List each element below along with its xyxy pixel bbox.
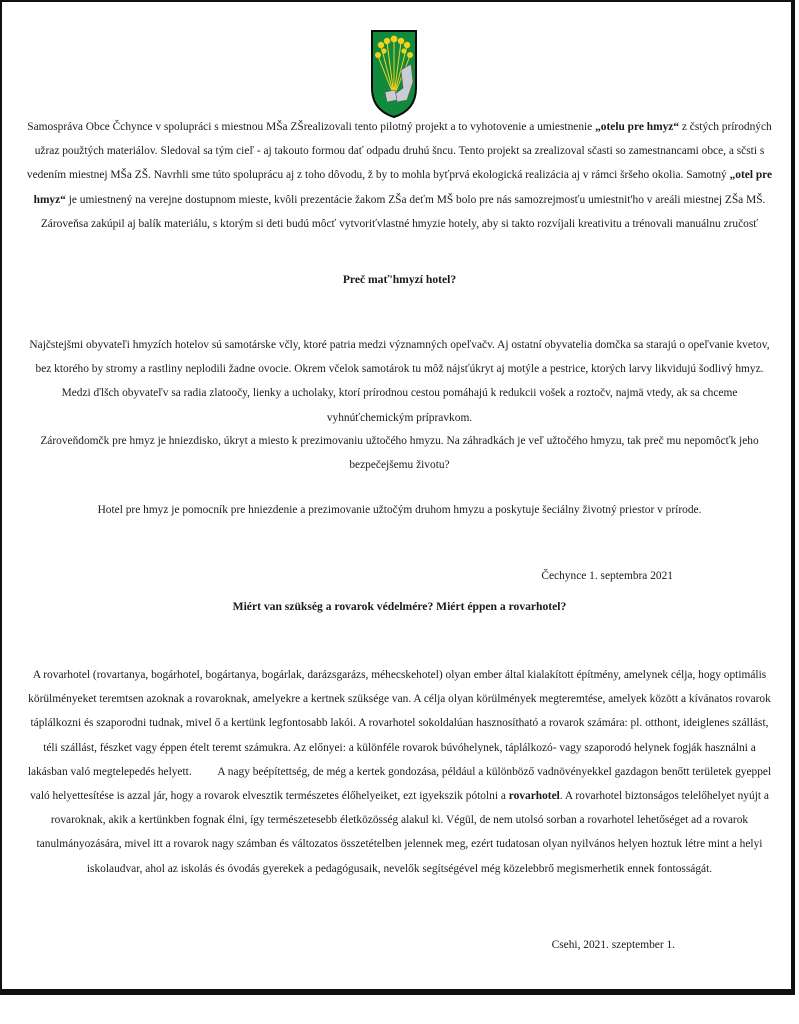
slovak-intro-paragraph [22,115,777,236]
slovak-intro-bold-2: „otel pre hmyz“ [33,169,773,206]
hungarian-bold-rovarhotel: rovarhotel [508,790,560,803]
hungarian-paragraph-part-1: A rovarhotel (rovartanya, bogárhotel, bogártanya, bogárlak, darázsgarázs, méhecskehotel) olyan ember által kialakított építmény, amelynek célja, hogy optimális körülményeket teremtsen azoknak a rovaroknak, amelyekre a kertnek szüksége van. A célja olyan körülmények megteremtése, amelyek között a kívánatos rovarok táplálkozni és szaporodni tudnak, mivel ő a kertünk legfontosabb lakói. A rovarhotel sokoldalúan hasznosítható a rovarok számára: pl. otthont, ideiglenes szállást, téli szállást, fészket vagy éppen ételt teremt számukra. Az előnyei: a különféle rovarok búvóhelynek, táplálkozó- vagy szaporodó helynek fogják használni a lakásban való megtelepedés helyett. [27,669,771,778]
slovak-paragraph-2: Najčstejšmi obyvateľi hmyzích hotelov sú samotárske včly, ktoré patria medzi významných opeľvačv. Aj ostatní obyvatelia domčka sa starajú o opeľvanie kvetov, bez ktorého by stromy a rastliny neplodili žadne ovocie. Okrem včelok samotárok tu môž nájsťúkryt aj motýle a pestrice, ktorých larvy likvidujú šodlivý hmyz. Medzi ďlšch obyvateľv sa radia zlatoočy, lienky a ucholaky, ktorí prírodnou cestou pomáhajú k redukcii vošek a roztočv, najmä vtedy, ak sa chceme vyhnúťchemickým prípravkom. [29,339,770,424]
slovak-paragraph-3: Zároveňdomčk pre hmyz je hniezdisko, úkryt a miesto k prezimovaniu užtočého hmyzu. Na záhradkách je veľ užtočého hmyzu, tak preč mu nepomôcťk jeho bezpečejšemu životu? [40,435,759,472]
hungarian-heading: Miért van szükség a rovarok védelmére? Miért éppen a rovarhotel? [232,600,567,613]
hungarian-paragraph-part-2: A nagy beépítettség, de még a kertek gondozása, például a különböző vadnövényekkel gazdagon benőtt területek gyeppel való helyettesítése is azzal jár, hogy a rovarok elvesztik természetes élőhelyeiket, ezt igyekszik pótolni a [30,765,772,803]
slovak-heading: Preč mať'hmyzí hotel? [342,273,457,286]
slovak-date: Čechynce 1. septembra 2021 [541,570,673,582]
hungarian-date: Csehi, 2021. szeptember 1. [551,939,675,951]
slovak-intro-part-b: z čstých prírodných užraz použtých materiálov. Sledoval sa tým cieľ - aj takouto formou dať odpadu druhú šncu. Tento projekt sa zrealizoval sčasti so zamestnancami obce, a sčsti s vedením miestnej MŠa ZŠ. Navrhli sme túto spoluprácu aj z toho dôvodu, ž by to mohla byťprvá ekologická realizácia aj v rámci šršeho okolia. Samotný [26,121,772,182]
slovak-intro-part-c: je umiestnený na verejne dostupnom mieste, kvôli prezentácie žakom ZŠa deťm MŠ bolo pre nás samozrejmosťu umiestnit'ho v areáli miestnej ZŠa MŠ. Zároveňsa zakúpil aj balík materiálu, s ktorým si deti budú môcť vytvoriťvlastné hmyzie hotely, aby si takto rozvíjali kreativitu a trénovali manuálnu zručosť [40,193,766,230]
hungarian-paragraph [22,663,777,881]
slovak-intro-bold-1: „otelu pre hmyz“ [595,121,680,133]
slovak-intro-part-a: Samospráva Obce Čchynce v spolupráci s miestnou MŠa ZŠrealizovali tento pilotný projekt a to vyhotovenie a umiestnenie [27,121,596,133]
hungarian-paragraph-part-3: . A rovarhotel biztonságos telelőhelyet nyújt a rovaroknak, akik a kertünkben fognak élni, így természetesebb életközösség alakul ki. Végül, de nem utolsó sorban a rovarhotel lehetőséget ad a rovarok tanulmányozására, mivel itt a rovarok nagy számban és változatos összetételben jelennek meg, ezért tudatosan olyan nyilvános helyen hoztuk létre mint a helyi iskolaudvar, ahol az iskolás és óvodás gyerekek a pedagógusaik, nevelők segítségével még közelebbrő megismerhetik ennek fontosságát. [36,790,769,875]
slovak-paragraph-4: Hotel pre hmyz je pomocník pre hniezdenie a prezimovanie užtočým druhom hmyzu a poskytuje šeciálny životný priestor v prírode. [97,504,702,516]
coat-of-arms-emblem [371,30,417,118]
